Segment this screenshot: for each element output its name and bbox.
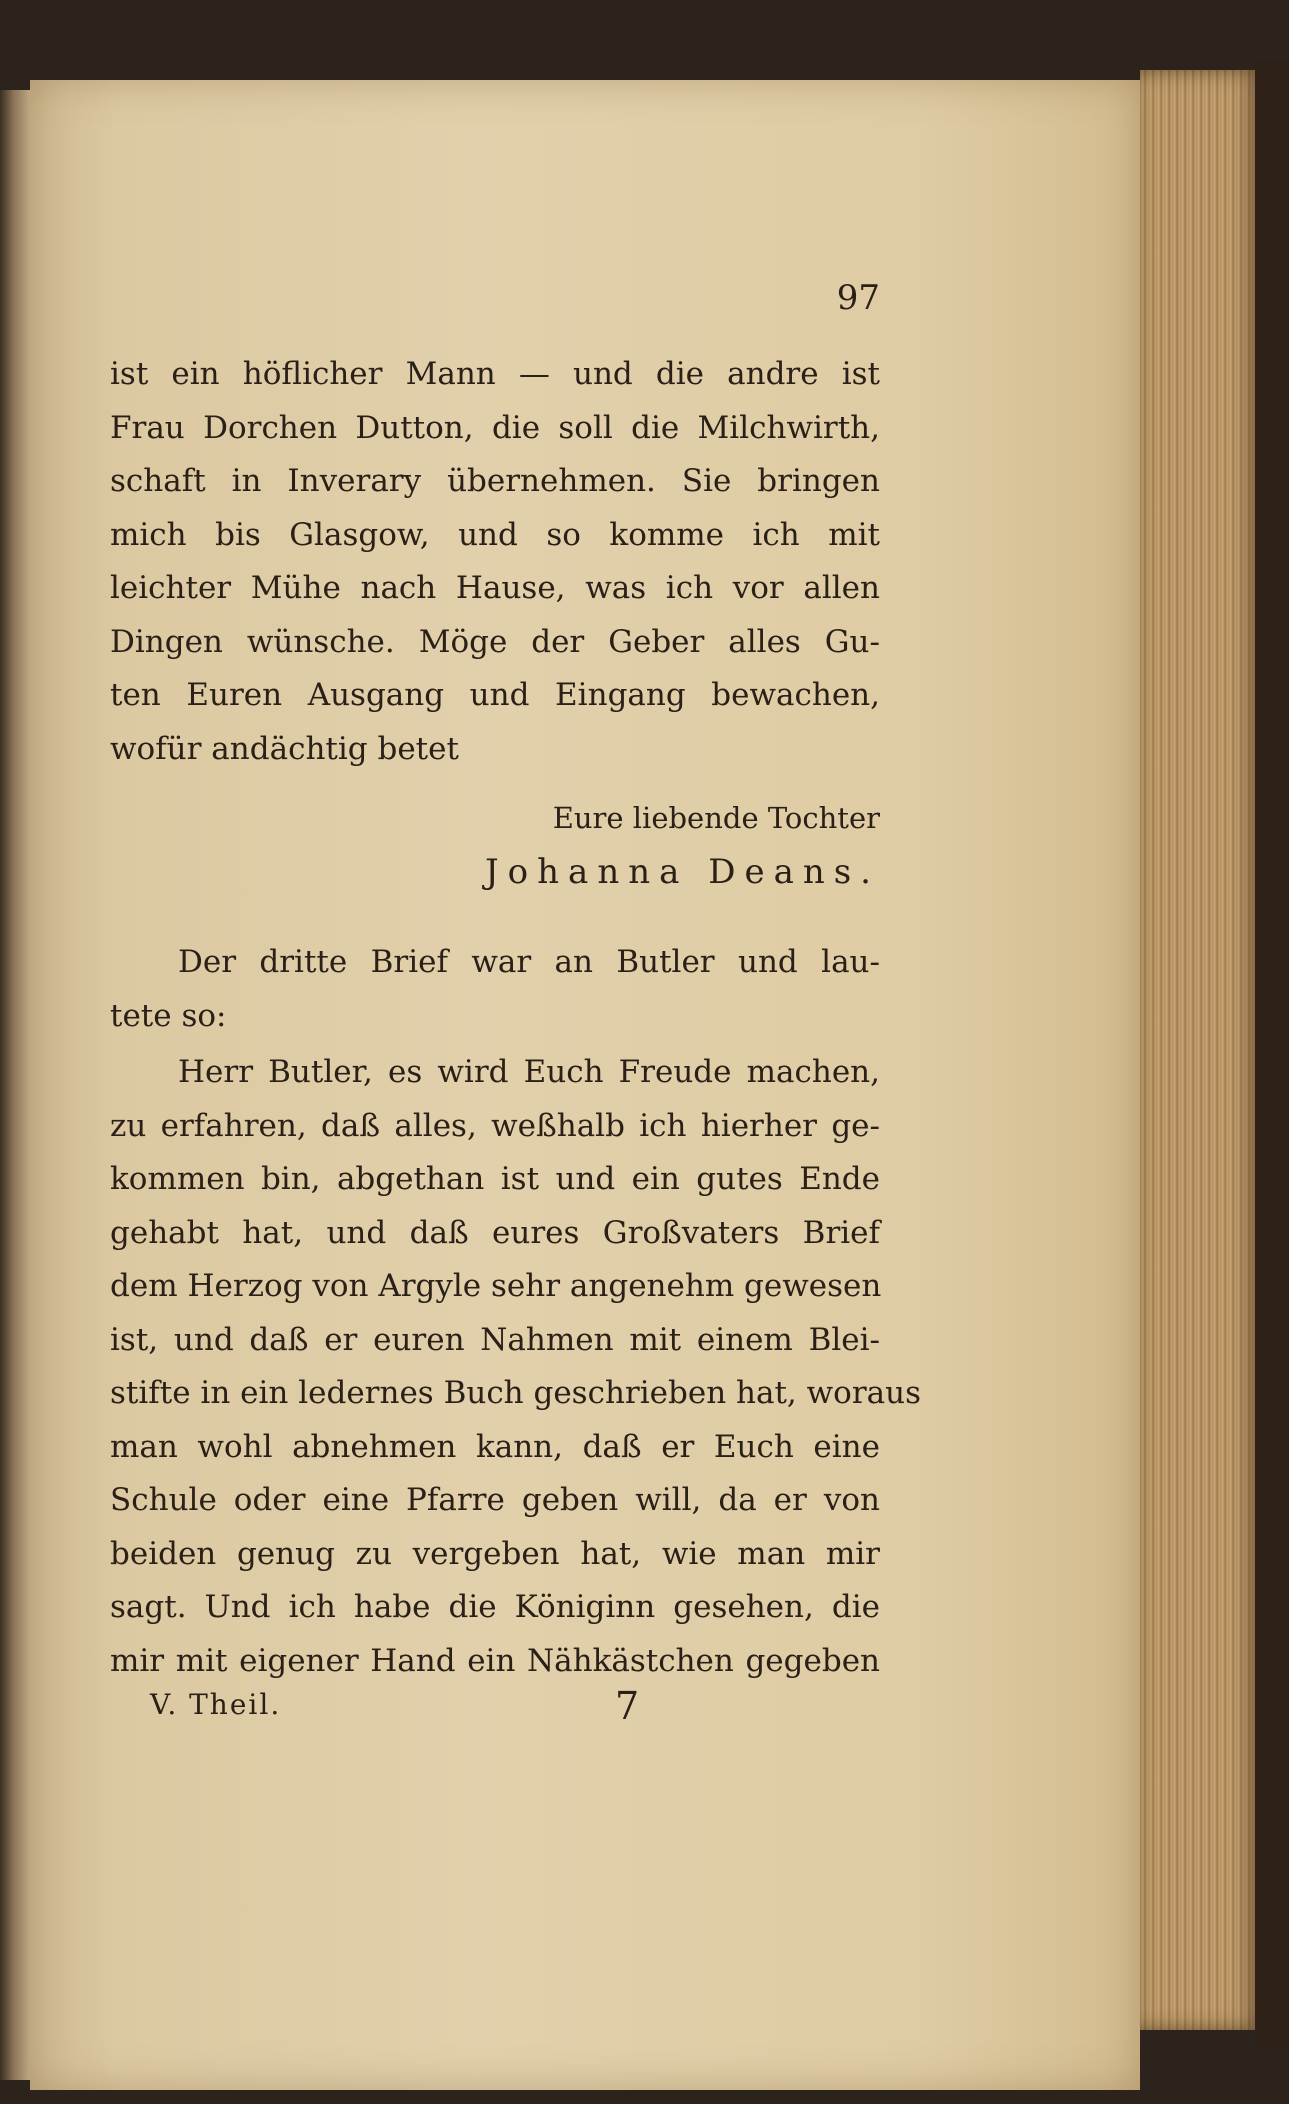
text-line: mir mit eigener Hand ein Nähkästchen gegeben [110, 1642, 880, 1679]
text-line: dem Herzog von Argyle sehr angenehm gewesen [110, 1268, 882, 1304]
text-line: ten Euren Ausgang und Eingang bewachen, [110, 677, 880, 713]
text-line: mich bis Glasgow, und so komme ich mit [110, 516, 880, 553]
paragraph-letter-end [110, 348, 880, 776]
paragraph-third-letter-intro [110, 936, 880, 1043]
text-line: Schule oder eine Pfarre geben will, da er von [110, 1482, 880, 1518]
text-line: Der dritte Brief war an Butler und lau- [178, 944, 880, 980]
book-cover-edge [1255, 60, 1289, 2050]
text-line: tete so: [110, 997, 227, 1034]
text-line: Herr Butler, es wird Euch Freude machen, [178, 1054, 880, 1090]
text-line: gehabt hat, und daß eures Großvaters Brief [110, 1214, 880, 1251]
footer-signature-number: 7 [615, 1684, 640, 1728]
text-line: ist, und daß er euren Nahmen mit einem Blei- [110, 1321, 880, 1358]
page-stack-edge [1140, 70, 1260, 2030]
closing-phrase: Eure liebende Tochter [552, 801, 880, 835]
text-line: zu erfahren, daß alles, weßhalb ich hierher ge- [110, 1107, 880, 1144]
text-line: Dingen wünsche. Möge der Geber alles Gu- [110, 623, 880, 660]
text-line: schaft in Inverary übernehmen. Sie bringen [110, 463, 880, 499]
text-line: man wohl abnehmen kann, daß er Euch eine [110, 1428, 880, 1465]
signature: Johanna Deans. [485, 852, 880, 892]
footer-volume-mark: V. Theil. [150, 1688, 282, 1721]
text-line: stifte in ein ledernes Buch geschrieben hat, woraus [110, 1375, 921, 1411]
left-page-edge [0, 90, 34, 2080]
text-line: leichter Mühe nach Hause, was ich vor allen [110, 570, 880, 606]
text-line: Frau Dorchen Dutton, die soll die Milchwirth, [110, 409, 880, 446]
page-number: 97 [836, 278, 880, 318]
paragraph-butler-letter [110, 1046, 921, 1688]
text-line: beiden genug zu vergeben hat, wie man mir [110, 1535, 880, 1572]
text-line: ist ein höflicher Mann — und die andre ist [110, 356, 880, 392]
text-line: kommen bin, abgethan ist und ein gutes Ende [110, 1161, 880, 1197]
text-line: wofür andächtig betet [110, 730, 459, 767]
page-footer [150, 1684, 850, 1736]
text-line: sagt. Und ich habe die Königinn gesehen, die [110, 1589, 880, 1625]
letter-closing [110, 792, 880, 900]
